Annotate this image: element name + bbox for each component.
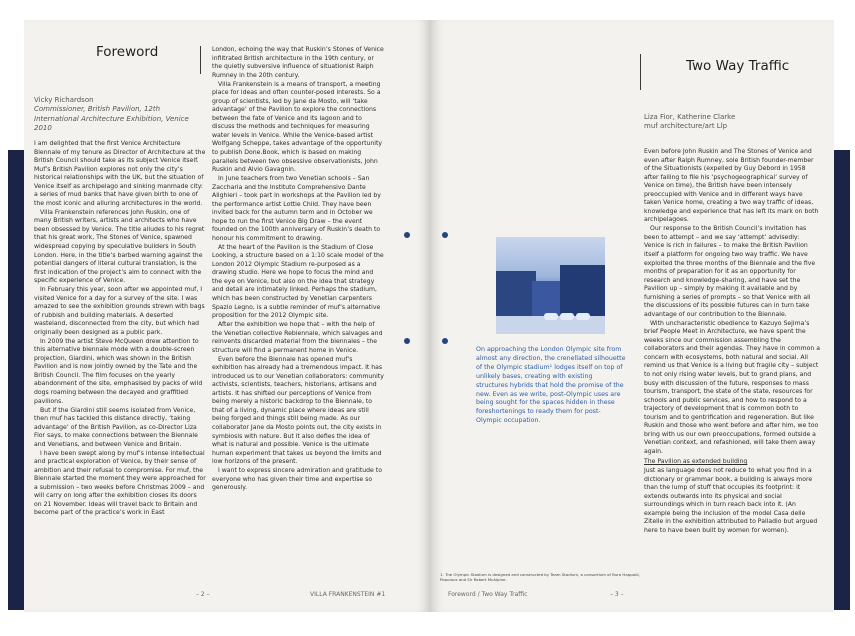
foreword-column-2 xyxy=(212,46,384,493)
page-number: – 3 – xyxy=(610,591,624,598)
foreword-byline xyxy=(34,96,204,134)
photo-caption: On approaching the London Olympic site from almost any direction, the crenellated silhouette of the Olympic stadium¹ lodges itself on top of unlikely bases, creating with existing structures hybrids that hold the promise of the new. Even as we write, post-Olympic uses are being sought for the spaces hidden in these foreshortenings to ready them for post-Olympic occupation. xyxy=(476,346,626,425)
right-page xyxy=(430,20,834,612)
paragraph: In June teachers from two Venetian schools – San Zaccharia and the Instituto Comprehensivo Dante Alighieri – took part in workshops at the Pavilion led by the performance artist Lottie Child. They have been invited back for the autumn term and in October we hope to run the first Venice Big Draw – the event founded on the 100th anniversary of Ruskin’s death to honour his commitment to drawing. xyxy=(212,174,381,242)
running-title: VILLA FRANKENSTEIN #1 xyxy=(310,591,386,598)
paragraph: Our response to the British Council’s invitation has been to attempt – and we say ‘attempt’ advisedly: Venice is rich in failures – to make the British Pavilion itself a platform for ongoing two way traffic. We have exploited the three months of the Biennale and the five months of preparation for it as an opportunity for research and knowledge-sharing, and have set the Pavilion up – simply by making it available and by furnishing a series of prompts – so that Venice with all the discussions of its possible futures can in turn take advantage of our contribution to the Biennale. xyxy=(644,225,816,318)
author-role: Commissioner, British Pavilion, 12th International Architecture Exhibition, Venice 2010 xyxy=(34,105,189,133)
foreword-title: Foreword xyxy=(96,44,159,60)
olympic-site-photo xyxy=(496,237,605,334)
paragraph: At the heart of the Pavilion is the Stadium of Close Looking, a structure based on a 1:10 scale model of the London 2012 Olympic Stadium re-purposed as a drawing studio. Here we hope to focus the mind and the eye on Venice, but also on the idea that strategy and detail are intimately linked. Perhaps the stadium, which has been constructed by Venetian carpenters Spazio Legno, is a subtle reminder of muf’s alternative proposition for the 2012 Olympic site. xyxy=(212,243,384,320)
registration-dot xyxy=(404,338,410,344)
two-way-traffic-byline xyxy=(644,113,814,132)
paragraph: In 2009 the artist Steve McQueen drew attention to this alternative biennale mode with a double-screen projection, Giardini, which was shown in the British Pavilion and is now jointly owned by the Tate and the British Council. The film focuses on the yearly abandonment of the site, emphasised by packs of wild dogs roaming between the decayed and graffitied pavilions. xyxy=(34,337,203,405)
running-title: Foreword / Two Way Traffic xyxy=(448,591,528,598)
two-way-traffic-column xyxy=(644,148,820,536)
registration-dot xyxy=(442,338,448,344)
page-number: – 2 – xyxy=(196,591,210,598)
section-subheading: The Pavilion as extended building xyxy=(644,458,748,466)
paragraph: Villa Frankenstein references John Ruskin, one of many British writers, artists and architects who have been obsessed by Venice. The title alludes to his regret that his great work, The Stones of Venice, spawned widespread copying by speculative builders in South London. Here, in the title’s barbed warning against the potential dangers of literal cultural translation, is the first indication of the project’s aim to connect with the specific experience of Venice. xyxy=(34,208,205,285)
paragraph: Even before the Biennale has opened muf’s exhibition has already had a tremendous impact. It has introduced us to our Venetian collaborators: community activists, scientists, teachers, historians, artisans and artists. It has shifted our perceptions of Venice from being merely a historic backdrop to the Biennale, to that of a living, dynamic place where ideas are still being forged and things still being made. As our collaborator Jane da Mosto points out, the city exists in symbiosis with nature. But it also defies the idea of what is natural and possible. Venice is the ultimate human experiment that takes us beyond the limits and low horizons of the present. xyxy=(212,355,384,466)
paragraph: Even before John Ruskin and The Stones of Venice and even after Ralph Rumney, sole British founder-member of the Situationists (expelled by Guy Debord in 1958 after failing to file his ‘psychogeographical’ survey of Venice on time), the British have been intensely preoccupied with Venice and in different ways have taken Venice home, creating a two way traffic of ideas, knowledge and experience that has left its mark on both archipelagoes. xyxy=(644,148,819,224)
title-rule xyxy=(640,54,641,90)
left-page xyxy=(24,20,430,612)
paragraph: After the exhibition we hope that – with the help of the Venetian collective Rebiennale, which salvages and reinvents discarded material from the biennales – the structure will find a permanent home in Venice. xyxy=(212,321,383,354)
registration-dot xyxy=(404,232,410,238)
paragraph: I want to express sincere admiration and gratitude to everyone who has given their time and expertise so generously. xyxy=(212,467,382,492)
footnote: 1. The Olympic Stadium is designed and constructed by Team Stadium, a consortium of Buro Happold, Populous and Sir Robert McAlpine. xyxy=(440,572,640,583)
author-name: Vicky Richardson xyxy=(34,96,94,104)
authors-name: Liza Fior, Katherine Clarke xyxy=(644,113,736,121)
paragraph: London, echoing the way that Ruskin’s Stones of Venice infiltrated British architecture in the 19th century, or the quietly subversive influence of situationist Ralph Rumney in the 20th century. xyxy=(212,46,384,79)
paragraph: Just as language does not reduce to what you find in a dictionary or grammar book, a building is always more than the lump of stuff that occupies its footprint: it extends outwards into its physical and social surroundings which in turn reach back into it. (An example being the inclusion of the model Casa delle Zitelle in the exhibition attributed to Palladio but argued here to have been built by women for women). xyxy=(644,467,818,534)
two-way-traffic-title: Two Way Traffic xyxy=(686,58,790,74)
paragraph: But if the Giardini still seems isolated from Venice, then muf has tackled this distance directly, ‘taking advantage’ of the British Pavilion, as co-Director Liza Fior says, to make connections between the Biennale and Venetians, and between Venice and Britain. xyxy=(34,406,198,448)
affiliation: muf architecture/art Llp xyxy=(644,122,728,131)
registration-dot xyxy=(442,232,448,238)
foreword-column-1 xyxy=(34,140,206,518)
paragraph: I have been swept along by muf’s intense intellectual and practical exploration of Venice, by their sense of ambition and their refusal to compromise. For muf, the Biennale started the moment they were approached for a submission – two weeks before Christmas 2009 – and will carry on long after the exhibition closes its doors on 21 November. Ideas will travel back to Britain and become part of the practice’s work in East xyxy=(34,449,206,517)
paragraph: Villa Frankenstein is a means of transport, a meeting place for ideas and often counter-posed interests. So a group of scientists, led by Jane da Mosto, will ‘take advantage’ of the Pavilion to explore the connections between the fate of Venice and its lagoon and to discuss the methods and techniques for measuring water levels in Venice. While the Venice-based artist Wolfgang Scheppe, takes advantage of the opportunity to publish Done.Book, which is based on making parallels between two obsessive observationists, John Ruskin and Alvio Gavagnin. xyxy=(212,80,383,174)
paragraph: With uncharacteristic obedience to Kazuyo Sejima’s brief People Meet in Architecture, we have spent the weeks since our commission assembling the collaborators and their agendas. They have in common a concern with ecosystems, both natural and social. All remind us that Venice is a living but fragile city – subject to not only rising water levels, but to grand plans, and busy with discussion of the future, responses to mass tourism, transport, the state of the state, resources for schools and public services, and how to respond to a trajectory of development that is common both to tourism and to gentrification and regeneration. But like Ruskin and those who went before and after him, we too bring with us our own preoccupations, formed outside a Venetian context, and refashioned, will take them away again. xyxy=(644,319,820,455)
title-rule xyxy=(200,46,201,74)
paragraph: In February this year, soon after we appointed muf, I visited Venice for a day for a survey of the site. I was amazed to see the exhibition grounds strewn with bags of rubbish and building materials. A deserted wasteland, disconnected from the city, but which had originally been designed as a public park. xyxy=(34,286,205,336)
paragraph: I am delighted that the first Venice Architecture Biennale of my tenure as Director of Architecture at the British Council should take as its subject Venice itself. Muf’s British Pavilion explores not only the city’s historical relationships with the UK, but the situation of Venice itself as archipelago and sinking manmade city: a series of mud banks that have given birth to one of the most iconic and alluring architectures in the world. xyxy=(34,140,206,207)
